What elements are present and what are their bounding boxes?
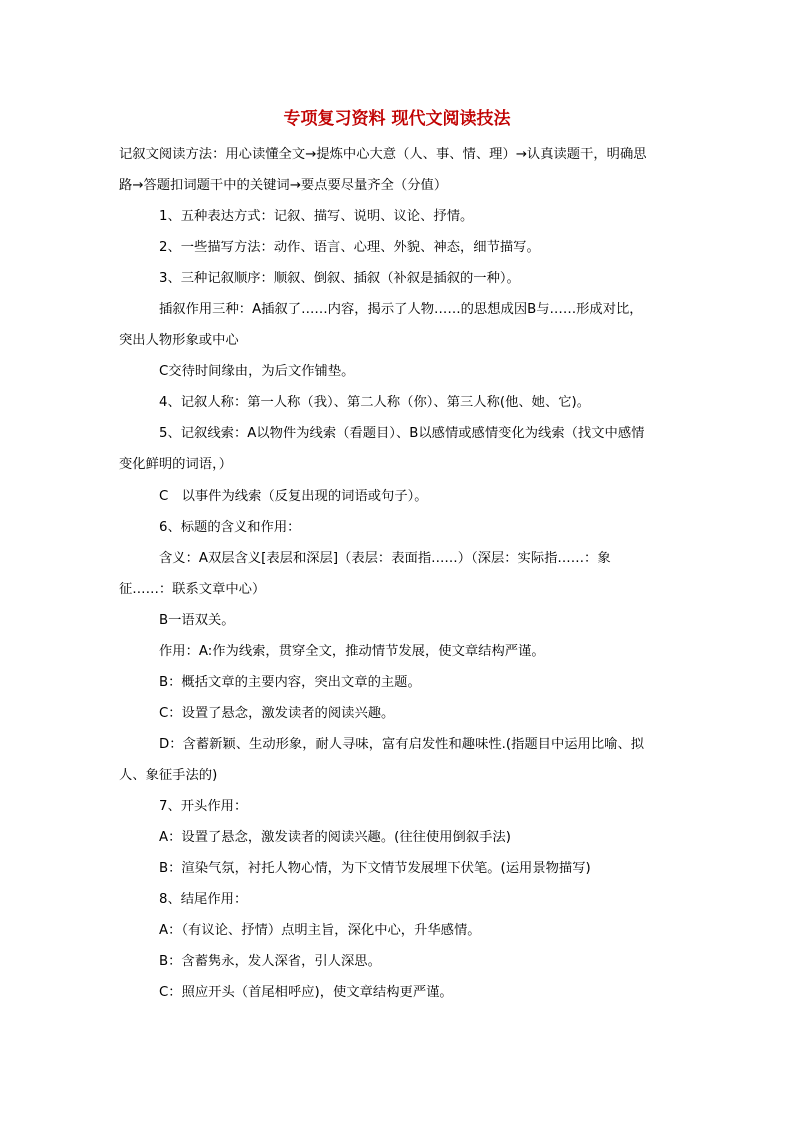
text-line: 征……：联系文章中心） <box>119 582 266 597</box>
text-line: 4、记叙人称：第一人称（我）、第二人称（你）、第三人称(他、她、它)。 <box>159 395 591 410</box>
text-line: 1、五种表达方式：记叙、描写、说明、议论、抒情。 <box>159 209 474 224</box>
text-line: 5、记叙线索：A以物件为线索（看题目）、B以感情或感情变化为线索（找文中感情 <box>159 426 645 441</box>
text-line: B：概括文章的主要内容，突出文章的主题。 <box>159 675 421 690</box>
text-line: 8、结尾作用： <box>159 892 248 907</box>
text-line: 人、象征手法的) <box>119 768 218 783</box>
text-line: 突出人物形象或中心 <box>119 333 239 348</box>
text-line: D：含蓄新颖、生动形象，耐人寻味，富有启发性和趣味性.(指题目中运用比喻、拟 <box>159 737 645 752</box>
text-line: A：设置了悬念，激发读者的阅读兴趣。(往往使用倒叙手法) <box>159 830 511 845</box>
text-line: 变化鲜明的词语，） <box>119 457 233 472</box>
text-line: C 以事件为线索（反复出现的词语或句子）。 <box>159 489 428 504</box>
text-line: 3、三种记叙顺序：顺叙、倒叙、插叙（补叙是插叙的一种）。 <box>159 271 520 286</box>
text-line: 含义：A双层含义[表层和深层]（表层：表面指……）（深层：实际指……：象 <box>159 551 611 566</box>
text-line: B：渲染气氛，衬托人物心情，为下文情节发展埋下伏笔。(运用景物描写) <box>159 861 591 876</box>
text-line: 7、开头作用： <box>159 799 248 814</box>
text-line: A：（有议论、抒情）点明主旨，深化中心，升华感情。 <box>159 923 481 938</box>
text-line: C：设置了悬念，激发读者的阅读兴趣。 <box>159 706 395 721</box>
text-line: 6、标题的含义和作用： <box>159 520 301 535</box>
document-title: 专项复习资料 现代文阅读技法 <box>283 109 511 129</box>
text-line: 插叙作用三种：A插叙了……内容，揭示了人物……的思想成因B与……形成对比， <box>159 302 643 317</box>
text-line: 路→答题扣词题干中的关键词→要点要尽量齐全（分值） <box>119 178 448 193</box>
text-line: B一语双关。 <box>159 613 235 628</box>
text-line: C交待时间缘由，为后文作铺垫。 <box>159 364 355 379</box>
text-line: B：含蓄隽永，发人深省，引人深思。 <box>159 954 381 969</box>
text-line: 记叙文阅读方法：用心读懂全文→提炼中心大意（人、事、情、理）→认真读题干，明确思 <box>119 147 647 162</box>
text-line: 2、一些描写方法：动作、语言、心理、外貌、神态，细节描写。 <box>159 240 540 255</box>
text-line: C：照应开头（首尾相呼应)，使文章结构更严谨。 <box>159 985 453 1000</box>
text-line: 作用：A:作为线索，贯穿全文，推动情节发展，使文章结构严谨。 <box>159 644 545 659</box>
